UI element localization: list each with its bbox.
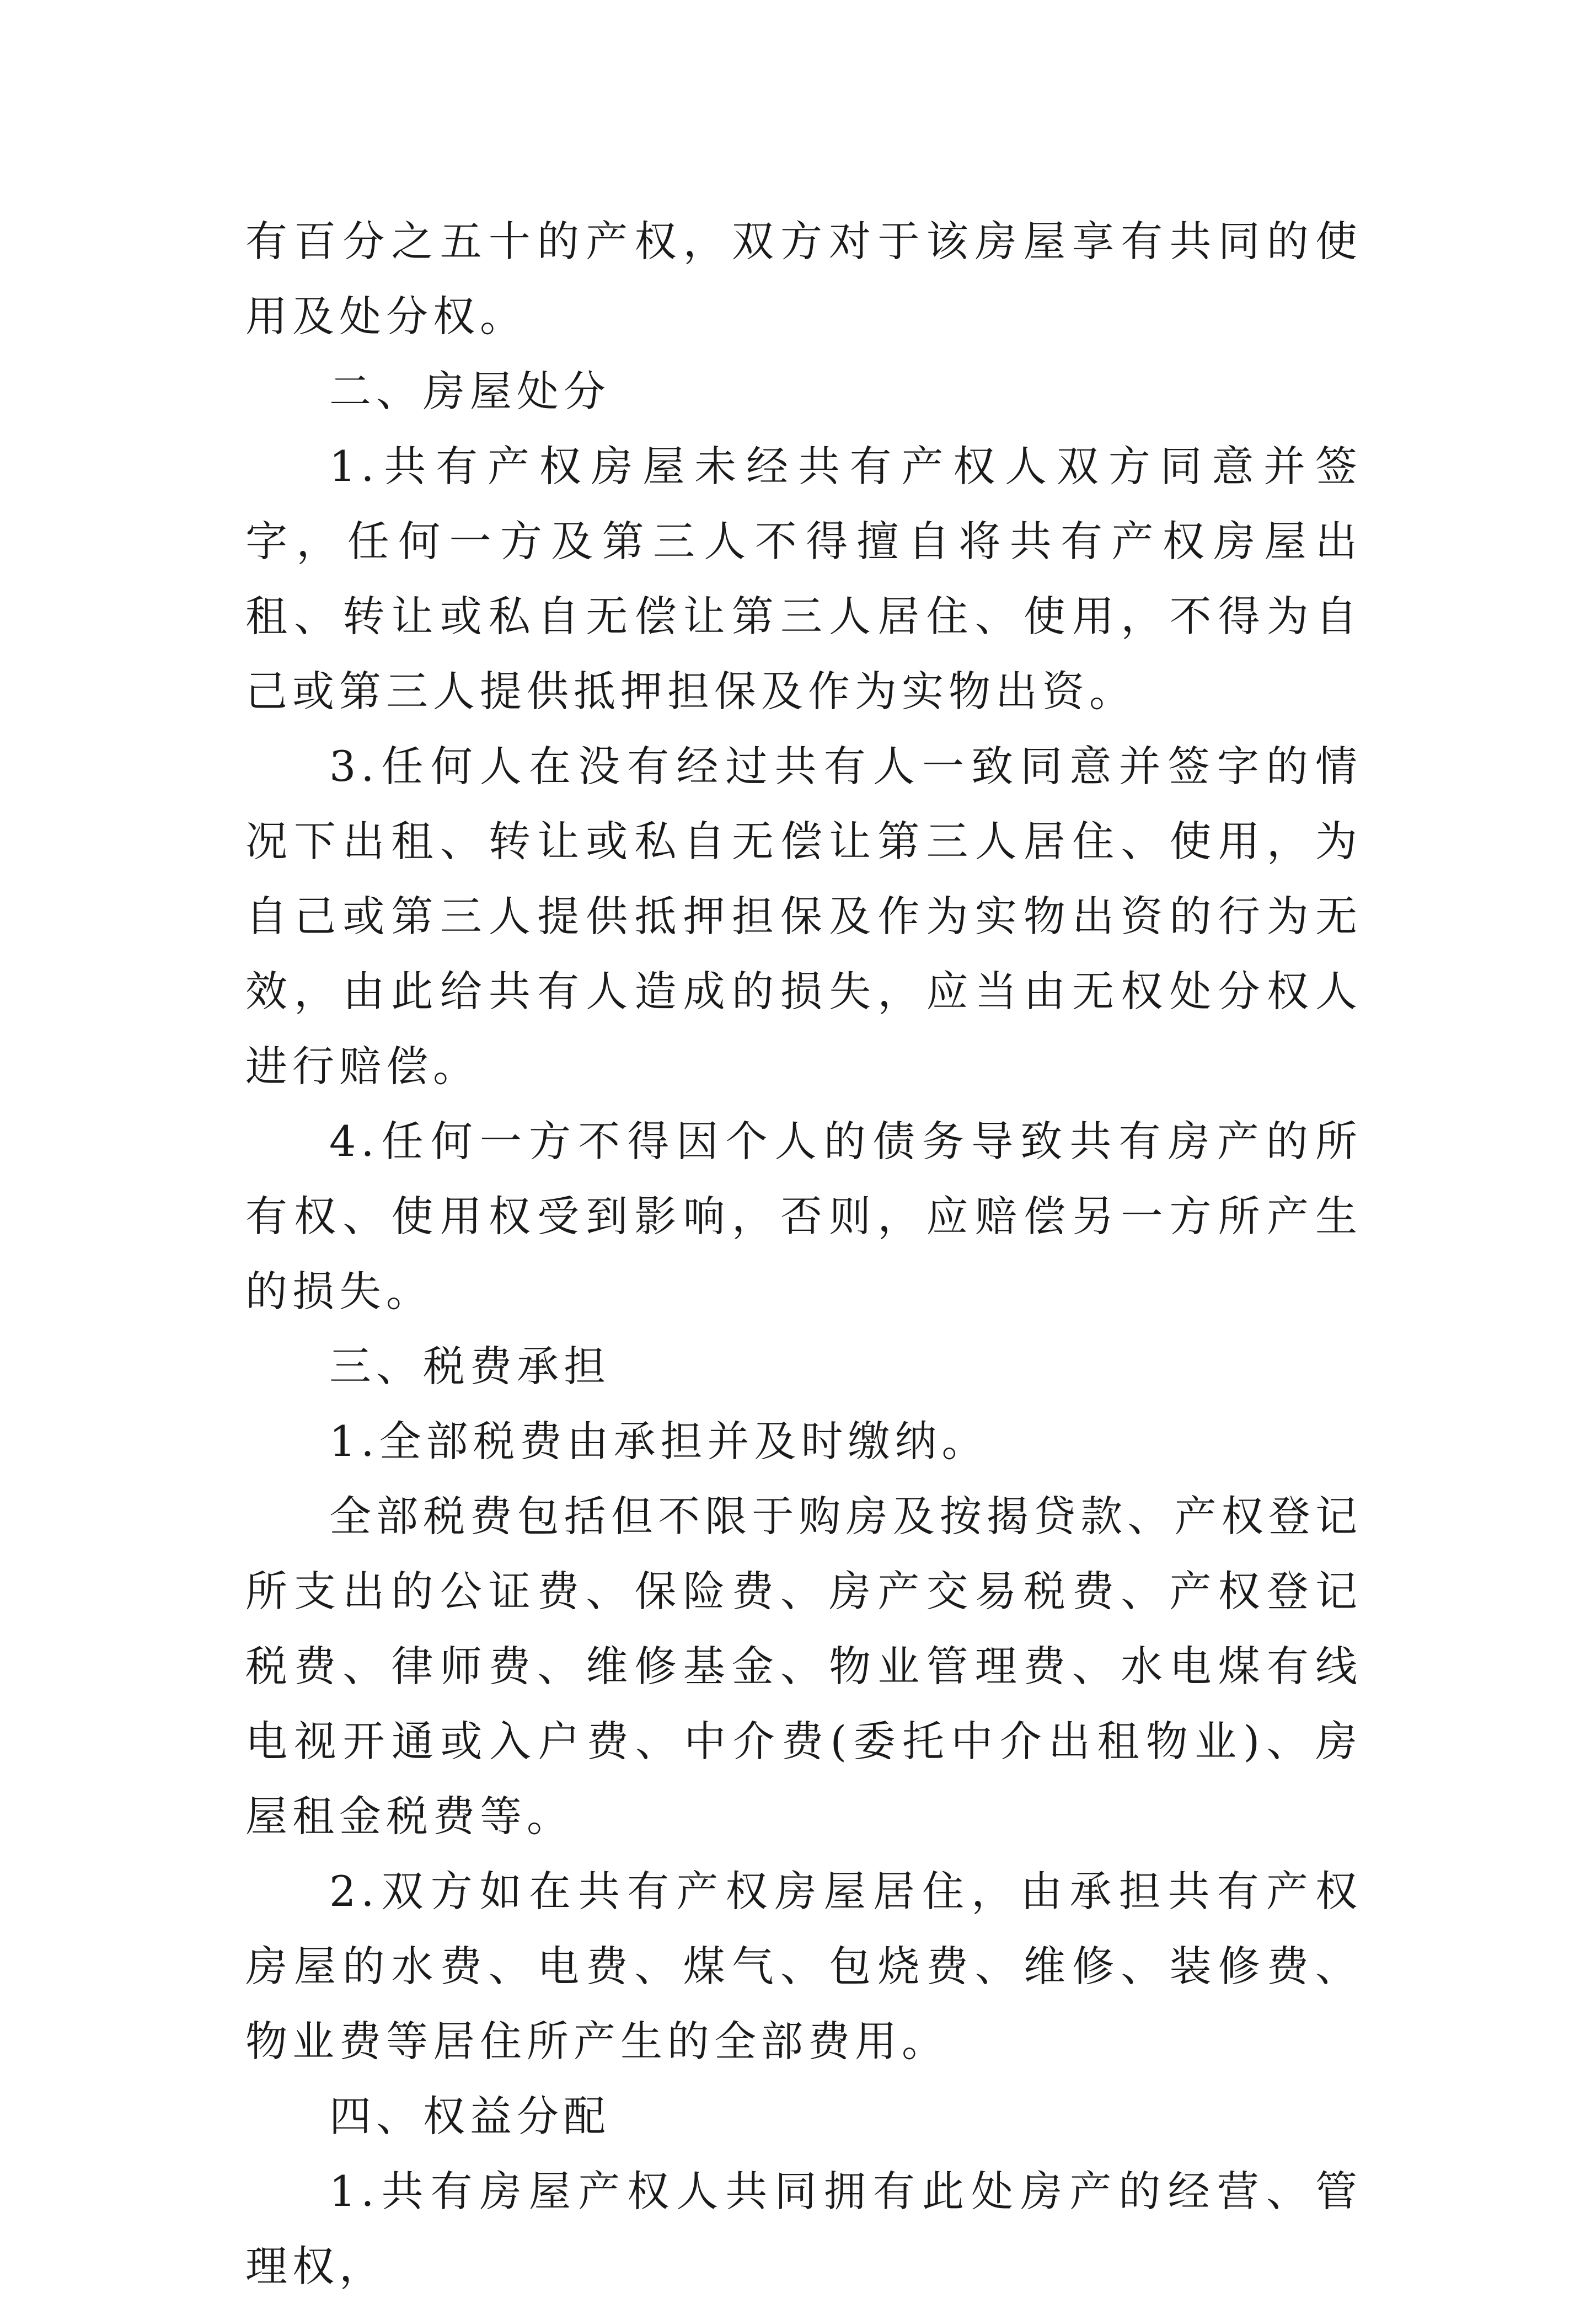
paragraph-disposal-3: 3.任何人在没有经过共有人一致同意并签字的情况下出租、转让或私自无偿让第三人居住、使用，为自己或第三人提供抵押担保及作为实物出资的行为无效，由此给共有人造成的损失，应当由无权处分权人进行赔偿。 [245, 742, 1362, 1091]
paragraph-taxes-2: 2.双方如在共有产权房屋居住，由承担共有产权房屋的水费、电费、煤气、包烧费、维修、装修费、物业费等居住所产生的全部费用。 [245, 1867, 1362, 2066]
section-heading-rights: 四、权益分配 [329, 2092, 610, 2141]
paragraph-taxes-1: 1.全部税费由承担并及时缴纳。 [329, 1417, 989, 1466]
paragraph-disposal-4: 4.任何一方不得因个人的债务导致共有房产的所有权、使用权受到影响，否则，应赔偿另一方所产生的损失。 [245, 1117, 1362, 1316]
document-body [245, 204, 1362, 2304]
paragraph-rights-1: 1.共有房屋产权人共同拥有此处房产的经营、管理权， [245, 2167, 1362, 2291]
paragraph-disposal-1: 1.共有产权房屋未经共有产权人双方同意并签字，任何一方及第三人不得擅自将共有产权房屋出租、转让或私自无偿让第三人居住、使用，不得为自己或第三人提供抵押担保及作为实物出资。 [245, 442, 1362, 716]
section-heading-disposal: 二、房屋处分 [329, 367, 610, 416]
section-heading-taxes: 三、税费承担 [329, 1342, 610, 1391]
paragraph-taxes-scope: 全部税费包括但不限于购房及按揭贷款、产权登记所支出的公证费、保险费、房产交易税费、产权登记税费、律师费、维修基金、物业管理费、水电煤有线电视开通或入户费、中介费(委托中介出租物业)、房屋租金税费等。 [245, 1492, 1362, 1841]
paragraph-continuation: 有百分之五十的产权，双方对于该房屋享有共同的使用及处分权。 [245, 217, 1362, 341]
